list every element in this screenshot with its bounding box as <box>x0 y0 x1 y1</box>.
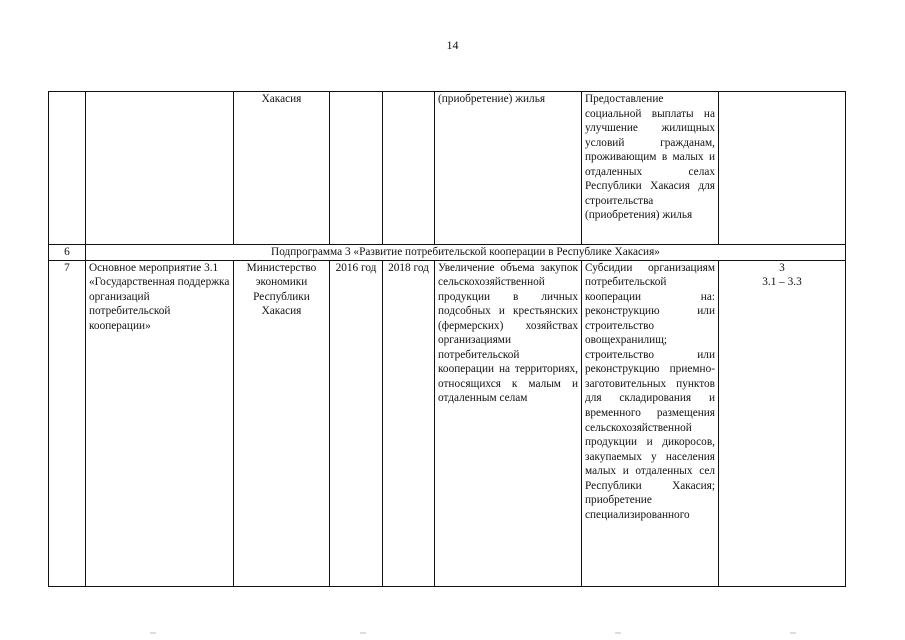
section-title: Подпрограмма 3 «Развитие потребительской кооперации в Республике Хакасия» <box>86 245 846 261</box>
indicator-line: 3 <box>779 261 785 274</box>
cell-result: Увеличение объема закупок сельскохозяйственной продукции в личных подсобных и крестьянских (фермерских) хозяйствах организациями потребительской кооперации на территориях, относящихся к малым и отдаленным селам <box>435 260 582 586</box>
table-row-section <box>49 245 846 261</box>
cell-indicator <box>719 92 846 245</box>
indicator-line: 3.1 – 3.3 <box>762 276 802 289</box>
cell-start <box>330 92 383 245</box>
table-row-measure <box>49 260 846 586</box>
scan-mark <box>150 632 156 634</box>
cell-num: 7 <box>49 260 86 586</box>
cell-measure-name: Основное мероприятие 3.1 «Государственная поддержка организаций потребительской кооперации» <box>86 260 234 586</box>
scan-mark <box>360 632 366 634</box>
cell-start: 2016 год <box>330 260 383 586</box>
cell-measure-name <box>86 92 234 245</box>
cell-num <box>49 92 86 245</box>
cell-mechanism: Предоставление социальной выплаты на улучшение жилищных условий гражданам, проживающим в малых и отдаленных селах Республики Хакасия для строительства (приобретения) жилья <box>582 92 719 245</box>
cell-mechanism: Субсидии организациям потребительской кооперации на: реконструкцию или строительство овощехранилищ; строительство или реконструкцию приемно-заготовительных пунктов для складирования и временного размещения сельскохозяйственной продукции и дикоросов, закупаемых у населения малых и отдаленных сел Республики Хакасия; приобретение специализированного <box>582 260 719 586</box>
table-row-continuation <box>49 92 846 245</box>
cell-executor: Министерство экономики Республики Хакасия <box>234 260 330 586</box>
page-number: 14 <box>446 38 459 52</box>
cell-indicator <box>719 260 846 586</box>
scan-mark <box>790 632 796 634</box>
program-table <box>48 91 846 587</box>
scan-mark <box>615 632 621 634</box>
cell-num: 6 <box>49 245 86 261</box>
cell-executor: Хакасия <box>234 92 330 245</box>
cell-result: (приобретение) жилья <box>435 92 582 245</box>
cell-end: 2018 год <box>383 260 435 586</box>
cell-end <box>383 92 435 245</box>
